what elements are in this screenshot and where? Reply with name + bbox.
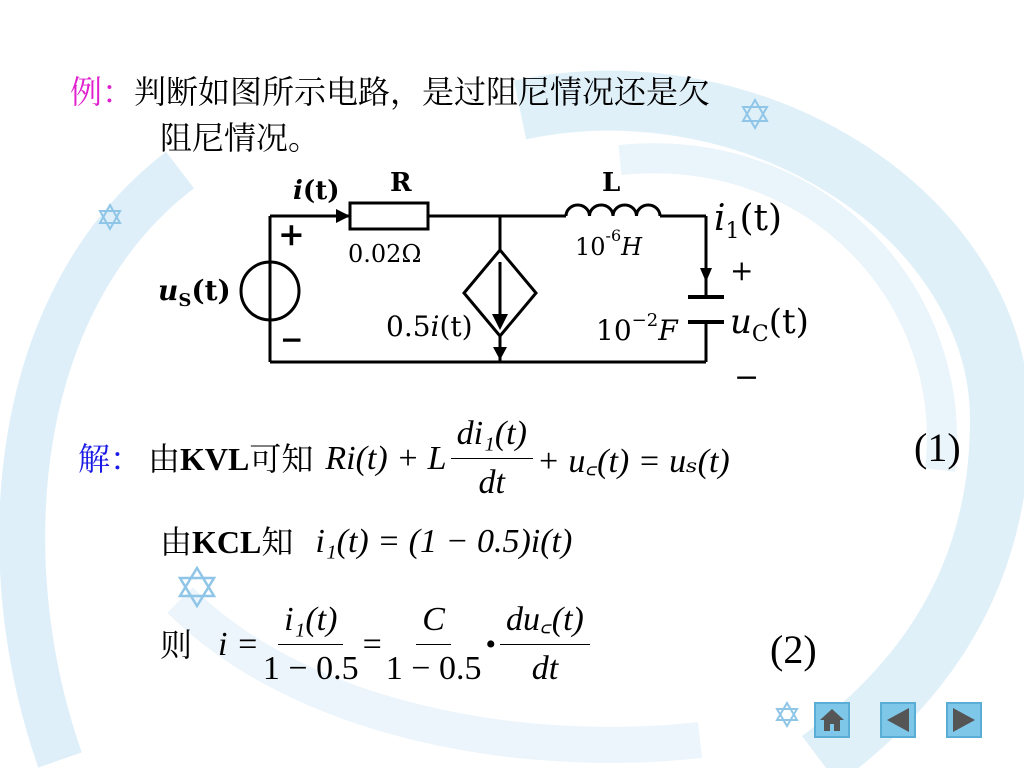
kcl-suffix: 知 (261, 523, 294, 561)
home-icon (816, 704, 848, 736)
resistor (350, 203, 428, 229)
problem-tag: 例： (70, 73, 135, 111)
kvl-eq-left: Ri(t) + L (325, 439, 447, 477)
label-uc-t: $u_C(t)$ (730, 302, 809, 347)
kvl-eq-right: + u꜀(t) = uₛ(t) (536, 442, 730, 480)
home-button[interactable] (814, 702, 850, 738)
kcl-equation-row (160, 522, 572, 562)
eq2-fraction-3: $\frac{du꜀(t)}{dt}$ (500, 600, 590, 689)
triangle-left-icon (882, 704, 914, 736)
source-plus-sign: + (278, 215, 305, 253)
label-dep-source: 0.5i(t) (386, 310, 473, 343)
label-L: L (602, 168, 621, 198)
label-resistance: 0.02Ω (348, 240, 422, 268)
eq2-left: i = (218, 625, 259, 663)
label-i1-t: $i_1(t)$ (714, 198, 783, 244)
kvl-frac-num: di₁(t) (451, 414, 533, 459)
equation-number-2: (2) (770, 627, 817, 672)
kvl-prefix: 由 (148, 439, 181, 478)
inductor (566, 205, 660, 216)
eq2-dot: • (485, 627, 496, 661)
bottom-arrow (493, 347, 507, 360)
solution-tag: 解： (78, 439, 143, 478)
current-arrow-i1 (700, 268, 712, 282)
problem-text-1: 判断如图所示电路，是过阻尼情况还是欠 (134, 73, 711, 111)
current-arrow-i (336, 209, 350, 223)
kcl-prefix: 由 (160, 523, 193, 561)
label-capacitance: $10^{-2}F$ (596, 310, 678, 347)
eq2-fraction-2: $\frac{C}{1 - 0.5}$ (385, 601, 482, 687)
kvl-label: KVL (180, 440, 250, 477)
next-button[interactable] (946, 702, 982, 738)
then-label: 则 (160, 625, 193, 664)
kvl-frac-den: dt (478, 464, 505, 501)
cap-plus-sign: + (730, 254, 754, 287)
kvl-suffix: 可知 (249, 439, 314, 478)
kcl-eq: i₁(t) = (1 − 0.5)i(t) (315, 523, 573, 560)
problem-line-2: 阻尼情况。 (160, 119, 321, 157)
eq2-row (160, 600, 594, 689)
label-inductance: $10^{-6}H$ (575, 226, 643, 261)
cap-minus-sign: − (734, 360, 760, 395)
equation-number-1: (1) (914, 425, 961, 470)
kvl-equation-row (78, 414, 730, 503)
kcl-label: KCL (192, 524, 262, 560)
prev-button[interactable] (880, 702, 916, 738)
label-i-t: i(t) (293, 176, 340, 206)
triangle-right-icon (948, 704, 980, 736)
eq2-fraction-1: $\frac{\text{i₁(t)}}{1 - 0.5}$ (262, 601, 359, 687)
label-us-t: $u_S(t)$ (158, 274, 231, 311)
eq2-equals: = (362, 625, 382, 663)
kvl-fraction (451, 414, 533, 503)
source-minus-sign: − (280, 323, 304, 356)
label-R: R (390, 168, 412, 198)
